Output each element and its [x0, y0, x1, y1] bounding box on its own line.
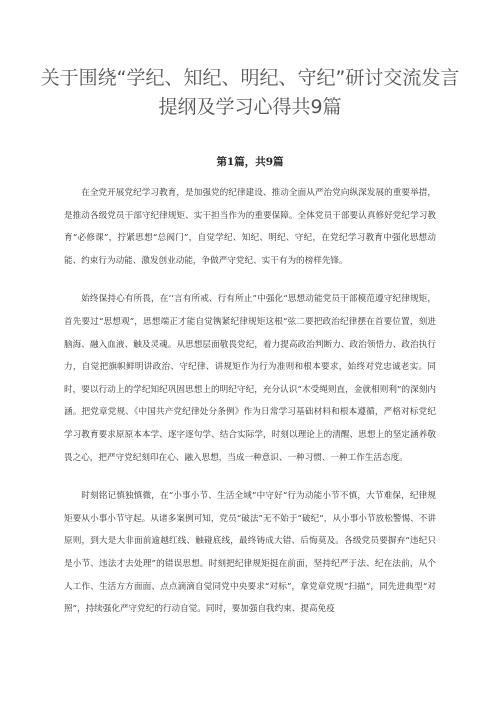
- document-title: 关于围绕“学纪、知纪、明纪、守纪”研讨交流发言提纲及学习心得共9篇: [40, 67, 460, 118]
- section-heading: 第1篇，共9篇: [216, 156, 284, 168]
- paragraph: 时刻铭记慎独慎微，在“小事小节、生活全域”中守好“行为动能小节不慎，大节难保，纪律规矩要从小事小节守起。从诸多案例可知，党员“破法”无不始于“破纪”，从小事小节放松警惕、不讲原则，到大是大非面前逾越红线、触碰底线，最终铸成大错、后悔莫及。各级党员要摒弃“违纪只是小节、违法才去处理”的错误思想。时刻把纪律规矩挺在前面，坚持纪严于法、纪在法前，从个人工作、生活方方面面、点点滴滴自觉同党中央要求“对标”，拿党章党规“扫描”，同先进典型“对照”，持续强化严守党纪的行动自觉。同时，要加强自我约束、提高免疫: [64, 491, 436, 615]
- document-body: [64, 182, 436, 637]
- paragraph: 在全党开展党纪学习教育，是加强党的纪律建设、推动全面从严治党向纵深发展的重要举措，是推动各级党员干部守纪律规矩、实干担当作为的重要保障。全体党员干部要认真修好党纪学习教育“必修课”，拧紧思想“总阀门”，自觉学纪、知纪、明纪、守纪，在党纪学习教育中强化思想动能、约束行为动能、激发创业动能，争做严守党纪、实干有为的榜样先锋。: [64, 188, 436, 266]
- paragraph: 始终保持心有所畏，在‘‘言有所戒、行有所止”中强化“思想动能党员干部模范遵守纪律规矩，首先要过“思想观”，思想端正才能自觉镌紧纪律规矩这根“弦二要把政治纪律摆在首要位置，刻进脑海、融入血液、触及灵魂。从思想层面敬畏党纪，着力提高政治判断力、政治领悟力、政治执行力，自觉把旗帜鲜明讲政治、守纪律、讲规矩作为行为准则和根本要求，始终对党忠诚老实。同时，要以行动上的学纪知纪巩固思想上的明纪守纪，充分认识“木受绳则直，金就相则利”的深刻内涵。把党章党规、《中国共产党纪律处分条例》作为日常学习基础材料和根本遵循，严格对标党纪学习教育要求原原本本学、逐字逐句学、结合实际学，时刻以理论上的清醒、思想上的坚定涵养敬畏之心，把严守党纪刻印在心、融入思想，当成一种意识、一种习惯、一种工作生活态度。: [64, 294, 436, 463]
